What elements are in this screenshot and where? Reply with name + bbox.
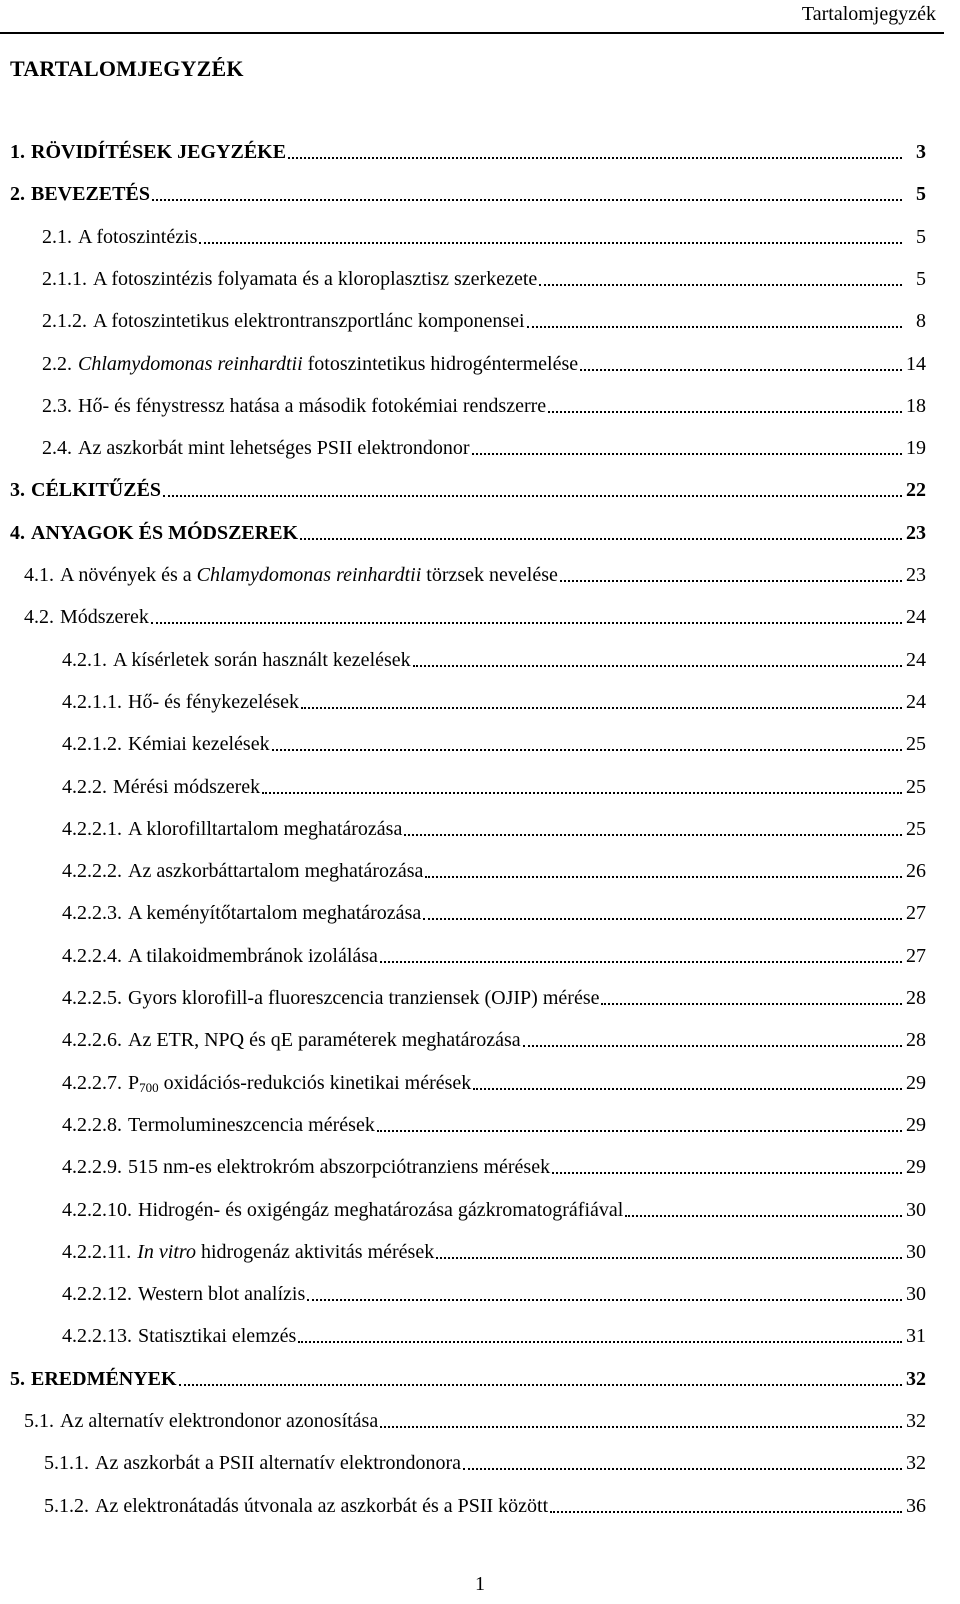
toc-dot-leader: [179, 1384, 902, 1386]
toc-entry-number: 2.: [10, 183, 25, 206]
toc-dot-leader: [262, 792, 902, 794]
toc-entry[interactable]: [10, 476, 926, 502]
toc-entry-text: Statisztikai elemzés: [138, 1325, 297, 1348]
toc-entry-number: 4.1.: [24, 564, 54, 586]
toc-entry-number: 4.2.2.7.: [62, 1071, 122, 1094]
toc-entry-title: [31, 182, 150, 206]
toc-entry-page: 36: [906, 1494, 926, 1517]
toc-entry-text: hidrogenáz aktivitás mérések: [200, 1240, 435, 1263]
toc-dot-leader: [163, 495, 902, 497]
toc-entry-text: Kémiai kezelések: [128, 733, 270, 756]
toc-dot-leader: [413, 665, 902, 667]
toc-entry-page: 31: [906, 1325, 926, 1348]
toc-entry-page: 3: [916, 141, 926, 163]
toc-entry-italic: In vitro: [137, 1240, 196, 1263]
toc-entry-number: 2.4.: [42, 437, 72, 460]
toc-entry-text: A fotoszintézis folyamata és a kloroplasztisz szerkezete: [93, 267, 538, 290]
toc-entry-page: 29: [906, 1071, 926, 1094]
toc-entry-title: [60, 1409, 378, 1433]
toc-entry-page: 30: [906, 1283, 926, 1306]
toc-entry-page: 26: [906, 860, 926, 883]
toc-entry-page: 25: [906, 775, 926, 798]
toc-entry-text: Hő- és fénystressz hatása a második fotokémiai rendszerre: [78, 394, 547, 417]
toc-dot-leader: [548, 411, 902, 413]
toc-entry-text: A fotoszintetikus elektrontranszportlánc komponensei: [93, 310, 525, 333]
toc-entry-page: 24: [906, 648, 926, 671]
toc-entry-text: A növények és a: [60, 564, 192, 586]
toc-entry-page: 5: [916, 267, 926, 290]
toc-entry-number: 4.2.2.10.: [62, 1198, 132, 1221]
page-number: 1: [475, 1573, 485, 1595]
toc-dot-leader: [527, 326, 902, 328]
toc-entry[interactable]: [42, 434, 926, 460]
toc-dot-leader: [404, 834, 902, 836]
toc-entry-number: 4.2.2.: [62, 775, 107, 798]
toc-entry-text: A keményítőtartalom meghatározása: [128, 902, 422, 925]
toc-entry-italic: Chlamydomonas reinhardtii: [196, 564, 422, 586]
toc-entry-number: 4.2.2.8.: [62, 1113, 122, 1136]
toc-entry[interactable]: [62, 1196, 926, 1222]
toc-entry-number: 5.1.2.: [44, 1494, 89, 1517]
toc-entry[interactable]: [62, 1111, 926, 1137]
toc-entry-title: [78, 225, 197, 249]
toc-entry-number: 4.2.1.2.: [62, 733, 122, 756]
toc-entry[interactable]: [42, 223, 926, 249]
toc-entry[interactable]: [44, 1492, 926, 1518]
toc-entry-page: 5: [916, 225, 926, 248]
toc-entry-page: 23: [906, 521, 926, 544]
header-rule: [0, 32, 944, 34]
toc-entry[interactable]: [62, 984, 926, 1010]
toc-entry[interactable]: [10, 180, 926, 206]
toc-entry-page: 32: [906, 1410, 926, 1432]
toc-entry-title: [60, 605, 149, 629]
toc-entry-text-continued: oxidációs-redukciós kinetikai mérések: [163, 1071, 472, 1094]
toc-entry-text: EREDMÉNYEK: [31, 1367, 177, 1390]
toc-dot-leader: [298, 1341, 902, 1343]
toc-entry[interactable]: [62, 857, 926, 883]
toc-entry-title: [128, 986, 599, 1010]
toc-entry-title: [128, 732, 270, 756]
toc-entry-page: 25: [906, 817, 926, 840]
toc-entry-text: Az alternatív elektrondonor azonosítása: [60, 1410, 379, 1432]
toc-entry-number: 4.2.2.3.: [62, 902, 122, 925]
toc-entry-number: 2.1.1.: [42, 267, 87, 290]
toc-entry[interactable]: [10, 1365, 926, 1391]
toc-entry-number: 4.2.2.6.: [62, 1029, 122, 1052]
toc-entry-title: [31, 1367, 177, 1391]
toc-entry-text: Az aszkorbáttartalom meghatározása: [128, 860, 424, 883]
toc-dot-leader: [151, 622, 902, 624]
toc-dot-leader: [523, 1045, 902, 1047]
toc-entry-number: 5.: [10, 1367, 25, 1390]
toc-entry-number: 4.2.2.13.: [62, 1325, 132, 1348]
toc-entry-number: 2.1.2.: [42, 310, 87, 333]
toc-dot-leader: [288, 157, 902, 159]
toc-entry-page: 27: [906, 902, 926, 925]
toc-entry-number: 4.2.2.2.: [62, 860, 122, 883]
toc-entry[interactable]: [10, 138, 926, 164]
toc-entry-text: Termolumineszcencia mérések: [128, 1113, 375, 1136]
toc-entry[interactable]: [62, 1322, 926, 1348]
toc-dot-leader: [380, 1426, 902, 1428]
toc-entry[interactable]: [42, 350, 926, 376]
toc-entry-title: [138, 1282, 305, 1306]
toc-entry-text: Az elektronátadás útvonala az aszkorbát és a PSII között: [95, 1494, 549, 1517]
toc-entry-title: [31, 521, 298, 545]
toc-entry-page: 29: [906, 1113, 926, 1136]
toc-dot-leader: [423, 918, 902, 920]
toc-entry-title: [78, 394, 546, 418]
toc-entry-text: Hő- és fénykezelések: [128, 690, 300, 713]
toc-entry-text: A klorofilltartalom meghatározása: [128, 817, 403, 840]
toc-entry[interactable]: [62, 730, 926, 756]
toc-entry-title: [113, 775, 260, 799]
toc-entry[interactable]: [24, 561, 926, 587]
toc-entry-page: 27: [906, 944, 926, 967]
toc-entry-text: P: [128, 1071, 140, 1094]
toc-dot-leader: [473, 1088, 902, 1090]
toc-entry-number: 4.: [10, 521, 25, 544]
toc-entry-text: 515 nm-es elektrokróm abszorpciótranziens mérések: [128, 1156, 551, 1179]
toc-entry-number: 4.2.2.12.: [62, 1283, 132, 1306]
toc-entry-title: [128, 901, 421, 925]
toc-entry-title: [31, 478, 161, 502]
toc-entry-page: 24: [906, 606, 926, 629]
toc-entry-title: [60, 563, 558, 587]
toc-entry-text: CÉLKITŰZÉS: [31, 479, 162, 502]
toc-dot-leader: [199, 242, 902, 244]
toc-entry-title: [113, 648, 411, 672]
toc-dot-leader: [152, 199, 902, 201]
toc-dot-leader: [601, 1003, 902, 1005]
toc-entry-number: 4.2.2.4.: [62, 944, 122, 967]
toc-entry[interactable]: [62, 688, 926, 714]
toc-entry-number: 4.2.2.11.: [62, 1240, 132, 1263]
toc-dot-leader: [307, 1299, 902, 1301]
toc-entry-number: 4.2.1.: [62, 648, 107, 671]
toc-entry[interactable]: [62, 646, 926, 672]
toc-entry-page: 8: [916, 310, 926, 333]
toc-entry-text: Western blot analízis: [138, 1283, 306, 1306]
toc-entry-page: 14: [906, 352, 926, 375]
toc-entry-number: 5.1.1.: [44, 1452, 89, 1475]
toc-entry-text: Az ETR, NPQ és qE paraméterek meghatározása: [128, 1029, 521, 1052]
toc-dot-leader: [301, 707, 902, 709]
toc-entry-page: 30: [906, 1198, 926, 1221]
toc-entry-text-continued: törzsek nevelése: [426, 564, 558, 586]
toc-entry-title: [128, 944, 378, 968]
toc-entry-number: 2.2.: [42, 352, 72, 375]
toc-dot-leader: [552, 1172, 902, 1174]
toc-entry-text: Az aszkorbát mint lehetséges PSII elektrondonor: [78, 437, 470, 460]
toc-entry-italic: Chlamydomonas reinhardtii: [78, 352, 303, 375]
toc-dot-leader: [436, 1257, 902, 1259]
toc-entry-title: [128, 1113, 375, 1137]
toc-entry-title: [128, 859, 423, 883]
toc-entry-title: [138, 1198, 623, 1222]
toc-entry-page: 23: [906, 564, 926, 586]
toc-dot-leader: [472, 453, 902, 455]
toc-entry-text: RÖVIDÍTÉSEK JEGYZÉKE: [31, 141, 287, 163]
page-title: TARTALOMJEGYZÉK: [10, 56, 244, 81]
toc-dot-leader: [625, 1215, 902, 1217]
toc-entry-page: 32: [906, 1367, 926, 1390]
toc-entry[interactable]: [62, 1153, 926, 1179]
toc-entry-page: 18: [906, 394, 926, 417]
toc-entry-title: [93, 309, 525, 333]
toc-entry-title: [138, 1324, 296, 1348]
toc-entry-title: [137, 1240, 434, 1264]
toc-entry[interactable]: [42, 307, 926, 333]
toc-dot-leader: [580, 369, 902, 371]
toc-entry-title: [128, 1028, 521, 1052]
toc-entry[interactable]: [62, 899, 926, 925]
toc-entry-number: 4.2.2.5.: [62, 987, 122, 1009]
toc-entry[interactable]: [10, 519, 926, 545]
toc-entry-number: 4.2.2.9.: [62, 1156, 122, 1179]
toc-entry-number: 4.2.2.1.: [62, 817, 122, 840]
toc-entry[interactable]: [62, 815, 926, 841]
toc-entry-text: A tilakoidmembránok izolálása: [128, 944, 378, 967]
toc-entry-title: [128, 1071, 471, 1095]
toc-entry[interactable]: [62, 1069, 926, 1095]
toc-entry-number: 4.2.1.1.: [62, 690, 122, 713]
toc-entry-page: 32: [906, 1452, 926, 1475]
toc-entry-text: BEVEZETÉS: [31, 183, 150, 206]
toc-entry-title: [95, 1451, 461, 1475]
toc-entry[interactable]: [62, 942, 926, 968]
toc-entry-title: [128, 1155, 550, 1179]
toc-entry-page: 30: [906, 1240, 926, 1263]
toc-entry-text: fotoszintetikus hidrogéntermelése: [307, 352, 579, 375]
toc-dot-leader: [300, 538, 902, 540]
toc-entry-number: 4.2.: [24, 606, 54, 629]
toc-entry[interactable]: [24, 603, 926, 629]
toc-entry[interactable]: [42, 265, 926, 291]
toc-entry-text: A kísérletek során használt kezelések: [113, 648, 411, 671]
toc-entry-page: 5: [916, 183, 926, 206]
toc-dot-leader: [560, 580, 902, 582]
toc-entry-page: 24: [906, 690, 926, 713]
toc-entry-number: 5.1.: [24, 1410, 54, 1432]
toc-entry-page: 28: [906, 1029, 926, 1052]
toc-entry-title: [128, 817, 402, 841]
toc-entry-number: 2.3.: [42, 394, 72, 417]
running-header: Tartalomjegyzék: [801, 3, 936, 25]
toc-entry-text: ANYAGOK ÉS MÓDSZEREK: [31, 521, 299, 544]
toc-entry-title: [95, 1494, 548, 1518]
toc-entry-text: Gyors klorofill-a fluoreszcencia tranziensek (OJIP) mérése: [128, 987, 600, 1009]
toc-entry-number: 2.1.: [42, 225, 72, 248]
toc-dot-leader: [272, 749, 902, 751]
toc-entry-title: [78, 436, 470, 460]
toc-entry[interactable]: [44, 1449, 926, 1475]
toc-entry-number: 1.: [10, 141, 25, 163]
toc-entry-subscript: 700: [139, 1079, 159, 1095]
toc-entry-text: Hidrogén- és oxigéngáz meghatározása gázkromatográfiával: [138, 1198, 624, 1221]
toc-entry-title: [128, 690, 299, 714]
toc-entry[interactable]: [62, 773, 926, 799]
toc-entry-page: 19: [906, 437, 926, 460]
toc-entry-text: Módszerek: [60, 606, 149, 629]
toc-entry-page: 28: [906, 987, 926, 1009]
toc-entry[interactable]: [62, 1238, 926, 1264]
toc-entry-page: 25: [906, 733, 926, 756]
toc-entry-page: 22: [906, 479, 926, 502]
toc-entry[interactable]: [62, 1280, 926, 1306]
toc-dot-leader: [380, 961, 902, 963]
toc-entry-number: 3.: [10, 479, 25, 502]
toc-dot-leader: [425, 876, 902, 878]
toc-entry-title: [93, 267, 537, 291]
toc-dot-leader: [377, 1130, 902, 1132]
toc-entry-text: A fotoszintézis: [78, 225, 198, 248]
toc-dot-leader: [550, 1511, 902, 1513]
toc-entry[interactable]: [62, 1026, 926, 1052]
toc-dot-leader: [463, 1468, 902, 1470]
toc-entry-text: Mérési módszerek: [113, 775, 261, 798]
toc-entry[interactable]: [42, 392, 926, 418]
toc-dot-leader: [539, 284, 902, 286]
toc-entry-text: Az aszkorbát a PSII alternatív elektrondonora: [95, 1452, 461, 1475]
toc-entry-page: 29: [906, 1156, 926, 1179]
toc-entry-title: [31, 140, 286, 164]
toc-entry-title: [78, 352, 578, 376]
toc-entry[interactable]: [24, 1407, 926, 1433]
